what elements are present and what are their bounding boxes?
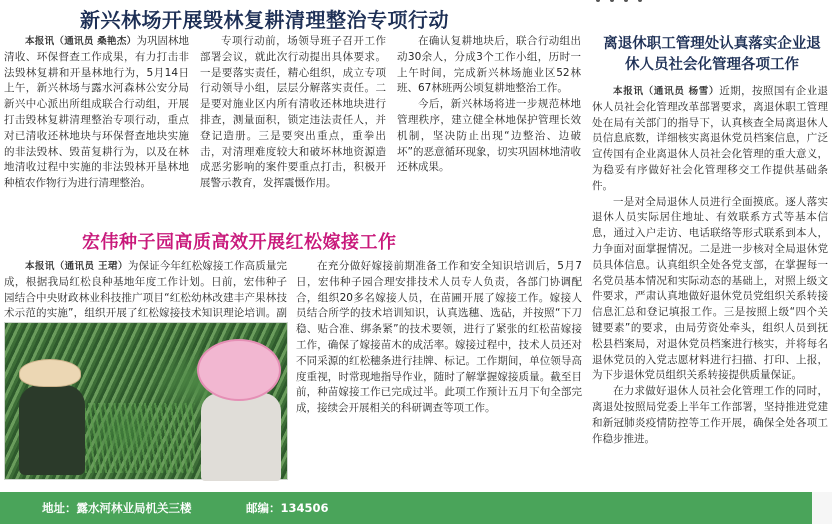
graft-article-paragraph-1: 为保证今年红松嫁接工作高质量完成，根据我局红松良种基地年度工作计划。日前，宏伟种子园结合中央财政林业科技推广项目“红松幼林改建丰产果林技术示范的实施”，组织开展了红松嫁接技术知识理论培训。副 (4, 260, 288, 320)
graft-article-column-1 (4, 259, 287, 319)
top-edge-marks (596, 0, 656, 4)
footer-bar (0, 492, 832, 524)
edge-dot (624, 0, 628, 2)
retire-article-column (592, 84, 828, 484)
forest-article-column-3 (397, 34, 581, 220)
footer-zip-code: 邮编：134506 (246, 501, 329, 515)
graft-article-headline: 宏伟种子园高质高效开展红松嫁接工作 (82, 232, 397, 253)
forest-article-headline: 新兴林场开展毁林复耕清理整治专项行动 (80, 8, 449, 32)
graft-article-byline: 本报讯（通讯员 王珺） (25, 261, 128, 272)
forest-article-column-1 (4, 34, 189, 220)
forest-article-paragraph-1: 为巩固林地清收、环保督查工作成果，有力打击非法毁林复耕和开垦林地行为，5月14日上午，新兴林场与露水河森林公安分局新兴中心派出所组成联合行动组，开展打击毁林复耕清理整治专项行动，重点对已清收还林地块与环保督查地块实施的非法毁林、毁苗复耕行为，以及在林地清收过程中实施的非法毁林开垦林地种植农作物行为进行清理整治。 (4, 35, 189, 190)
edge-dot (596, 0, 600, 2)
retire-article-paragraph-3: 在力求做好退休人员社会化管理工作的同时，离退处按照局党委上半年工作部署，坚持推进党建和新冠肺炎疫情防控等工作开展，确保全处各项工作稳步推进。 (592, 385, 828, 445)
worker-left-figure (19, 385, 85, 475)
worker-right-figure (201, 393, 281, 481)
forest-article-paragraph-4: 今后，新兴林场将进一步规范林地管理秩序，建立健全林地保护管理长效机制，坚决防止出现“边整治、边破坏”的恶意循环现象，切实巩固林地清收还林成果。 (397, 98, 581, 174)
forest-article-paragraph-2: 专项行动前，场领导班子召开工作部署会议，就此次行动提出具体要求。一是要落实责任，精心组织，成立专项行动领导小组，层层分解落实责任。二是要对施业区内所有清收还林地块进行排查，测量面积，锁定违法责任人，并登记造册。三是要突出重点，重拳出击，对清理难度较大和破坏林地资源造成恶劣影响的案件要重点打击，积极开展警示教育，发挥震慑作用。 (200, 35, 386, 190)
footer-address: 地址：露水河林业局机关三楼 (42, 501, 192, 515)
graft-article-column-2 (296, 259, 582, 485)
retire-article-paragraph-2: 一是对全局退休人员进行全面摸底。逐人落实退休人员实际居住地址、有效联系方式等基本信息，通过入户走访、电话联络等形式联系到本人，力争面对面掌握情况。二是进一步核对全局退休党员具体信息。认真组织全处各党支部，在掌握每一名党员基本情况和实际动态的基础上，对照上级文件要求，严肃认真地做好退休党员党组织关系转接信息汇总和登记填报工作。三是按照上级“四个关键要素”的要求，由局劳资处牵头，组织人员到抚松县档案局，对退休党员档案进行核实，并将每名退休党员的入党志愿材料进行扫描、打印、上报，为下步退休党员组织关系转接提供质量保证。 (592, 195, 828, 382)
seedling-row (85, 403, 195, 473)
graft-article-paragraph-2: 在充分做好嫁接前期准备工作和安全知识培训后，5月7日，宏伟种子园合理安排技术人员专人负责，各部门协调配合，组织20多名嫁接人员，在苗圃开展了嫁接工作。嫁接人员结合所学的技术培训知识，认真选穗、选砧，并按照“下刀稳、贴合准、绑条紧”的技术要领，进行了紧张的红松苗嫁接工作，确保了嫁接苗木的成活率。嫁接过程中，技术人员还对不同采源的红松穗条进行挂牌、标记。工作期间，单位领导高度重视，时常现地指导作业，随时了解掌握嫁接质量。截至目前，种苗嫁接工作已完成过半。此项工作预计五月下旬全部完成，接续会开展相关的科研调查等项工作。 (296, 260, 582, 415)
grafting-workers-photo (4, 322, 288, 480)
forest-article-byline: 本报讯（通讯员 桑艳杰） (25, 36, 137, 47)
retire-article-headline: 离退休职工管理处认真落实企业退休人员社会化管理各项工作 (603, 36, 821, 73)
retire-article-byline: 本报讯（通讯员 杨雪） (613, 86, 720, 97)
worker-right-hat (197, 339, 281, 401)
footer-page-edge (812, 492, 832, 524)
retire-article-paragraph-1: 近期，按照国有企业退休人员社会化管理改革部署要求，离退休职工管理处在局有关部门的指导下，认真核查全局离退休人员信息底数，详细核实离退休党员档案信息，广泛宣传国有企业离退休人员社会化管理的重大意义，为稳妥有序做好社会化管理移交工作提供基础条件。 (592, 85, 829, 192)
edge-dot (638, 0, 642, 2)
forest-article-paragraph-3: 在确认复耕地块后，联合行动组出动30余人，分成3个工作小组，历时一上午时间，完成新兴林场施业区52林班、67林班两公顷复耕地整治工作。 (397, 35, 581, 95)
worker-left-hat (19, 359, 81, 387)
edge-dot (610, 0, 614, 2)
forest-article-column-2 (200, 34, 386, 220)
